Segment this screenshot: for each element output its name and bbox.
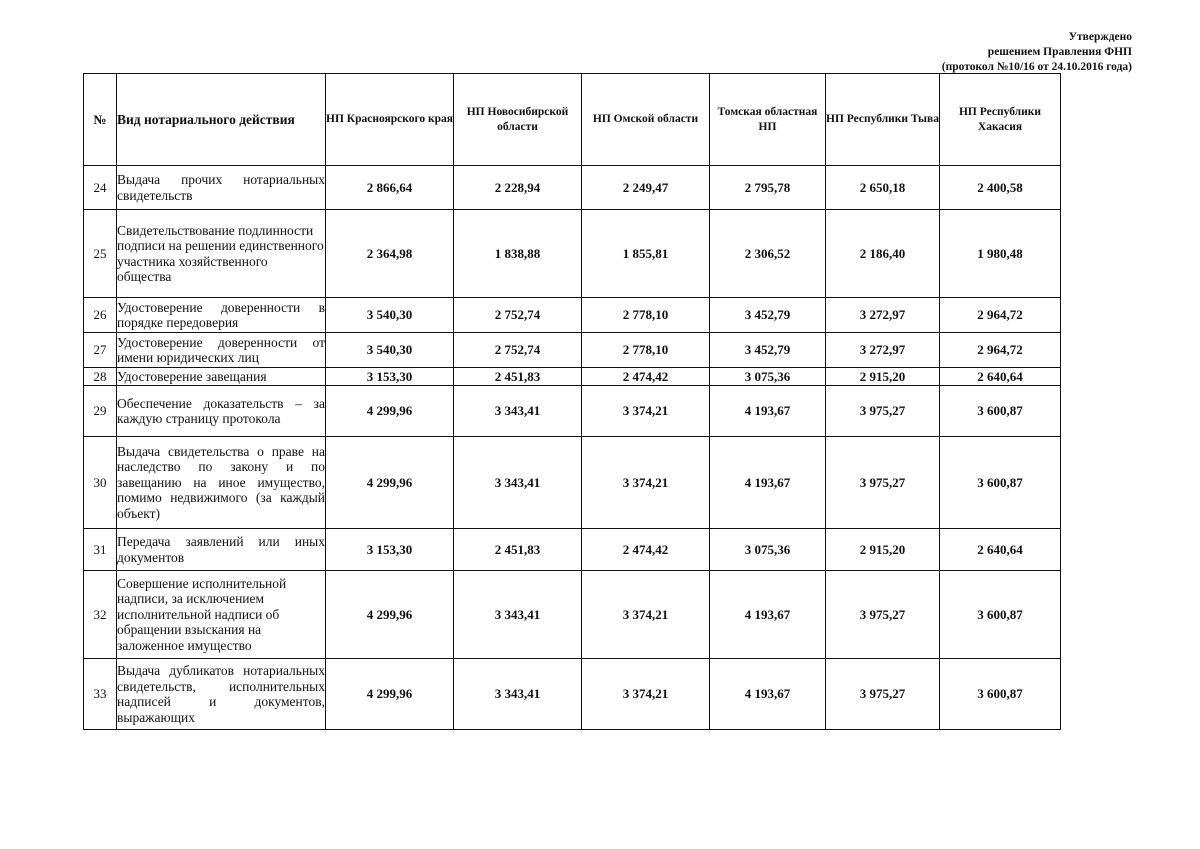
row-value: 3 452,79 — [710, 333, 826, 368]
header-region: Томская областная НП — [710, 74, 826, 166]
row-value: 3 272,97 — [826, 333, 940, 368]
row-value: 2 451,83 — [454, 368, 582, 386]
header-name: Вид нотариального действия — [117, 74, 326, 166]
row-value: 2 640,64 — [940, 368, 1061, 386]
header-region: НП Новосибирской области — [454, 74, 582, 166]
tariff-table — [83, 73, 1061, 730]
row-value: 2 915,20 — [826, 368, 940, 386]
row-value: 4 193,67 — [710, 386, 826, 437]
row-value: 2 640,64 — [940, 529, 1061, 571]
row-value: 2 249,47 — [582, 166, 710, 210]
table-row — [84, 210, 1061, 298]
table-row — [84, 659, 1061, 730]
row-value: 3 600,87 — [940, 437, 1061, 529]
approval-line-3: (протокол №10/16 от 24.10.2016 года) — [941, 61, 1132, 73]
row-value: 3 452,79 — [710, 298, 826, 333]
table-row — [84, 386, 1061, 437]
row-value: 3 374,21 — [582, 659, 710, 730]
row-value: 2 451,83 — [454, 529, 582, 571]
row-value: 2 915,20 — [826, 529, 940, 571]
row-value: 3 343,41 — [454, 659, 582, 730]
row-value: 3 374,21 — [582, 571, 710, 659]
row-value: 1 855,81 — [582, 210, 710, 298]
row-value: 2 752,74 — [454, 333, 582, 368]
table-row — [84, 571, 1061, 659]
row-number: 28 — [84, 368, 117, 386]
row-value: 3 075,36 — [710, 368, 826, 386]
row-number: 24 — [84, 166, 117, 210]
row-value: 2 650,18 — [826, 166, 940, 210]
row-value: 2 795,78 — [710, 166, 826, 210]
row-value: 4 193,67 — [710, 571, 826, 659]
row-value: 2 964,72 — [940, 333, 1061, 368]
row-value: 2 778,10 — [582, 298, 710, 333]
row-value: 3 540,30 — [326, 333, 454, 368]
row-number: 27 — [84, 333, 117, 368]
header-region: НП Республики Тыва — [826, 74, 940, 166]
row-value: 2 752,74 — [454, 298, 582, 333]
row-value: 2 228,94 — [454, 166, 582, 210]
row-value: 1 980,48 — [940, 210, 1061, 298]
row-value: 2 400,58 — [940, 166, 1061, 210]
row-name: Совершение исполнительной надписи, за исключением исполнительной надписи об обращении взыскания на заложенное имущество — [117, 571, 326, 659]
row-name: Обеспечение доказательств – за каждую страницу протокола — [117, 386, 326, 437]
row-number: 25 — [84, 210, 117, 298]
row-value: 2 364,98 — [326, 210, 454, 298]
row-value: 3 540,30 — [326, 298, 454, 333]
row-number: 31 — [84, 529, 117, 571]
row-number: 33 — [84, 659, 117, 730]
row-value: 2 778,10 — [582, 333, 710, 368]
row-number: 26 — [84, 298, 117, 333]
table-row — [84, 529, 1061, 571]
table-row — [84, 333, 1061, 368]
row-value: 3 343,41 — [454, 571, 582, 659]
row-value: 3 975,27 — [826, 659, 940, 730]
row-number: 32 — [84, 571, 117, 659]
row-number: 30 — [84, 437, 117, 529]
row-value: 3 374,21 — [582, 437, 710, 529]
row-value: 3 975,27 — [826, 571, 940, 659]
header-region: НП Республики Хакасия — [940, 74, 1061, 166]
approval-stamp — [942, 30, 1132, 75]
row-value: 4 299,96 — [326, 571, 454, 659]
row-name: Удостоверение доверенности от имени юридических лиц — [117, 333, 326, 368]
row-value: 3 075,36 — [710, 529, 826, 571]
row-value: 3 343,41 — [454, 437, 582, 529]
row-value: 3 153,30 — [326, 368, 454, 386]
row-name: Свидетельствование подлинности подписи на решении единственного участника хозяйственного общества — [117, 210, 326, 298]
row-value: 3 153,30 — [326, 529, 454, 571]
row-value: 2 306,52 — [710, 210, 826, 298]
row-value: 2 964,72 — [940, 298, 1061, 333]
row-value: 2 186,40 — [826, 210, 940, 298]
row-name: Передача заявлений или иных документов — [117, 529, 326, 571]
row-value: 3 272,97 — [826, 298, 940, 333]
row-name: Выдача прочих нотариальных свидетельств — [117, 166, 326, 210]
row-value: 4 193,67 — [710, 437, 826, 529]
row-value: 3 975,27 — [826, 437, 940, 529]
row-value: 3 374,21 — [582, 386, 710, 437]
row-value: 4 299,96 — [326, 659, 454, 730]
row-number: 29 — [84, 386, 117, 437]
approval-line-1: Утверждено — [1068, 31, 1132, 43]
header-row — [84, 74, 1061, 166]
table-row — [84, 437, 1061, 529]
row-value: 4 299,96 — [326, 437, 454, 529]
header-region: НП Красноярского края — [326, 74, 454, 166]
table-row — [84, 298, 1061, 333]
table-row — [84, 368, 1061, 386]
header-region: НП Омской области — [582, 74, 710, 166]
row-name: Выдача свидетельства о праве на наследство по закону и по завещанию на иное имущество, помимо недвижимого (за каждый объект) — [117, 437, 326, 529]
table-row — [84, 166, 1061, 210]
row-value: 3 975,27 — [826, 386, 940, 437]
row-value: 4 193,67 — [710, 659, 826, 730]
row-name: Удостоверение завещания — [117, 368, 326, 386]
row-value: 3 600,87 — [940, 386, 1061, 437]
row-value: 2 866,64 — [326, 166, 454, 210]
row-value: 4 299,96 — [326, 386, 454, 437]
row-value: 3 600,87 — [940, 659, 1061, 730]
header-num: № — [84, 74, 117, 166]
row-name: Выдача дубликатов нотариальных свидетельств, исполнительных надписей и документов, выражающих — [117, 659, 326, 730]
row-value: 3 343,41 — [454, 386, 582, 437]
row-value: 3 600,87 — [940, 571, 1061, 659]
row-value: 2 474,42 — [582, 529, 710, 571]
row-value: 1 838,88 — [454, 210, 582, 298]
approval-line-2: решением Правления ФНП — [987, 46, 1132, 58]
row-value: 2 474,42 — [582, 368, 710, 386]
row-name: Удостоверение доверенности в порядке передоверия — [117, 298, 326, 333]
